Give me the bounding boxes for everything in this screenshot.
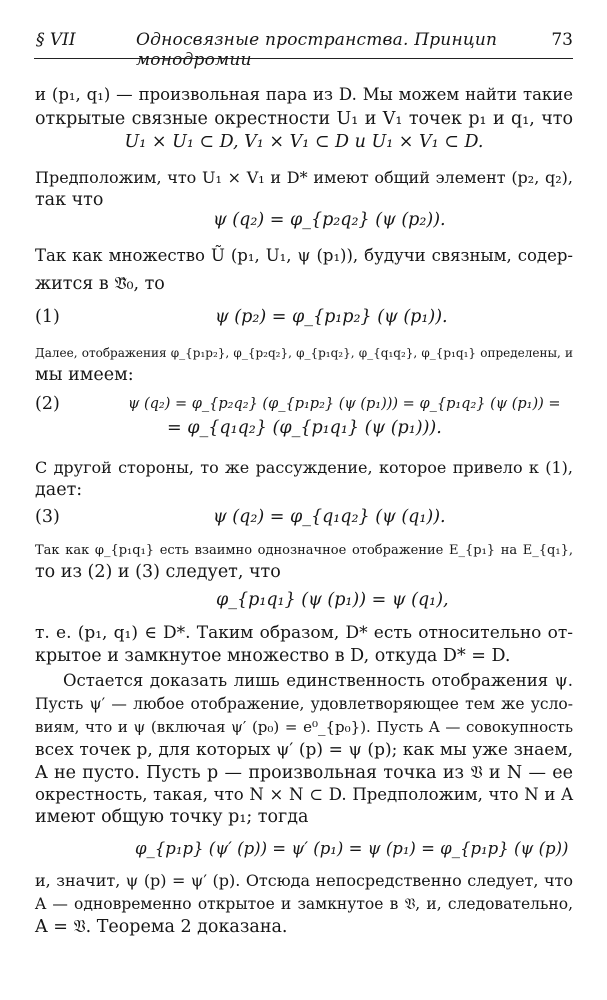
- text-line: всех точек p, для которых ψ′ (p) = ψ (p); как мы уже знаем,: [35, 740, 573, 760]
- display-equation: φ_{p₁q₁} (ψ (p₁)) = ψ (q₁),: [216, 590, 449, 610]
- text-line: виям, что и ψ (включая ψ′ (p₀) = e⁰_{p₀}). Пусть A — совокупность: [35, 718, 573, 736]
- text-line: Остается доказать лишь единственность отображения ψ.: [63, 671, 573, 690]
- text-line: дает:: [35, 480, 83, 500]
- text-line: мы имеем:: [35, 365, 134, 385]
- display-equation: ψ (q₂) = φ_{p₂q₂} (ψ (p₂)).: [213, 210, 446, 230]
- display-equation: φ_{p₁p} (ψ′ (p)) = ψ′ (p₁) = ψ (p₁) = φ_{p₁p} (ψ (p)): [135, 839, 569, 858]
- text-line: то из (2) и (3) следует, что: [35, 562, 281, 582]
- display-equation: ψ (q₂) = φ_{q₁q₂} (ψ (q₁)).: [213, 507, 446, 527]
- text-line: и (p₁, q₁) — произвольная пара из D. Мы можем найти такие: [35, 85, 573, 104]
- equation-number: (3): [35, 507, 60, 527]
- equation-number: (2): [35, 394, 60, 414]
- text-line: крытое и замкнутое множество в D, откуда D* = D.: [35, 646, 511, 666]
- display-equation: U₁ × U₁ ⊂ D, V₁ × V₁ ⊂ D и U₁ × V₁ ⊂ D.: [124, 132, 484, 152]
- text-line: Так как множество Ũ (p₁, U₁, ψ (p₁)), будучи связным, содер-: [35, 246, 573, 265]
- running-title: Односвязные пространства. Принцип монодромии: [136, 30, 498, 70]
- text-line: Далее, отображения φ_{p₁p₂}, φ_{p₂q₂}, φ_{p₁q₂}, φ_{q₁q₂}, φ_{p₁q₁} определены, и: [35, 346, 573, 360]
- display-equation: = φ_{q₁q₂} (φ_{p₁q₁} (ψ (p₁))).: [167, 418, 442, 438]
- text-line: окрестность, такая, что N × N ⊂ D. Предположим, что N и A: [35, 785, 573, 804]
- text-line: так что: [35, 190, 104, 210]
- text-line: Предположим, что U₁ × V₁ и D* имеют общий элемент (p₂, q₂),: [35, 168, 573, 187]
- text-line: открытые связные окрестности U₁ и V₁ точек p₁ и q₁, что: [35, 109, 573, 129]
- display-equation: ψ (q₂) = φ_{p₂q₂} (φ_{p₁p₂} (ψ (p₁))) = φ_{p₁q₂} (ψ (p₁)) =: [128, 396, 561, 412]
- text-line: т. е. (p₁, q₁) ∈ D*. Таким образом, D* есть относительно от-: [35, 623, 573, 643]
- text-line: и, значит, ψ (p) = ψ′ (p). Отсюда непосредственно следует, что: [35, 871, 573, 890]
- equation-number: (1): [35, 307, 60, 327]
- display-equation: ψ (p₂) = φ_{p₁p₂} (ψ (p₁)).: [215, 307, 448, 327]
- text-line: имеют общую точку p₁; тогда: [35, 807, 309, 827]
- text-line: A — одновременно открытое и замкнутое в 𝔙, и, следовательно,: [35, 895, 573, 913]
- page-number: 73: [551, 30, 573, 50]
- running-header: [36, 30, 573, 70]
- text-line: Пусть ψ′ — любое отображение, удовлетворяющее тем же усло-: [35, 695, 573, 713]
- text-line: A = 𝔙. Теорема 2 доказана.: [35, 917, 288, 937]
- text-line: A не пусто. Пусть p — произвольная точка из 𝔙 и N — ее: [35, 763, 573, 783]
- text-line: Так как φ_{p₁q₁} есть взаимно однозначное отображение E_{p₁} на E_{q₁},: [35, 543, 573, 558]
- section-mark: § VII: [36, 30, 76, 50]
- text-line: жится в 𝔙̃₀, то: [35, 274, 165, 294]
- header-rule: [34, 58, 573, 59]
- text-line: С другой стороны, то же рассуждение, которое привело к (1),: [35, 458, 573, 477]
